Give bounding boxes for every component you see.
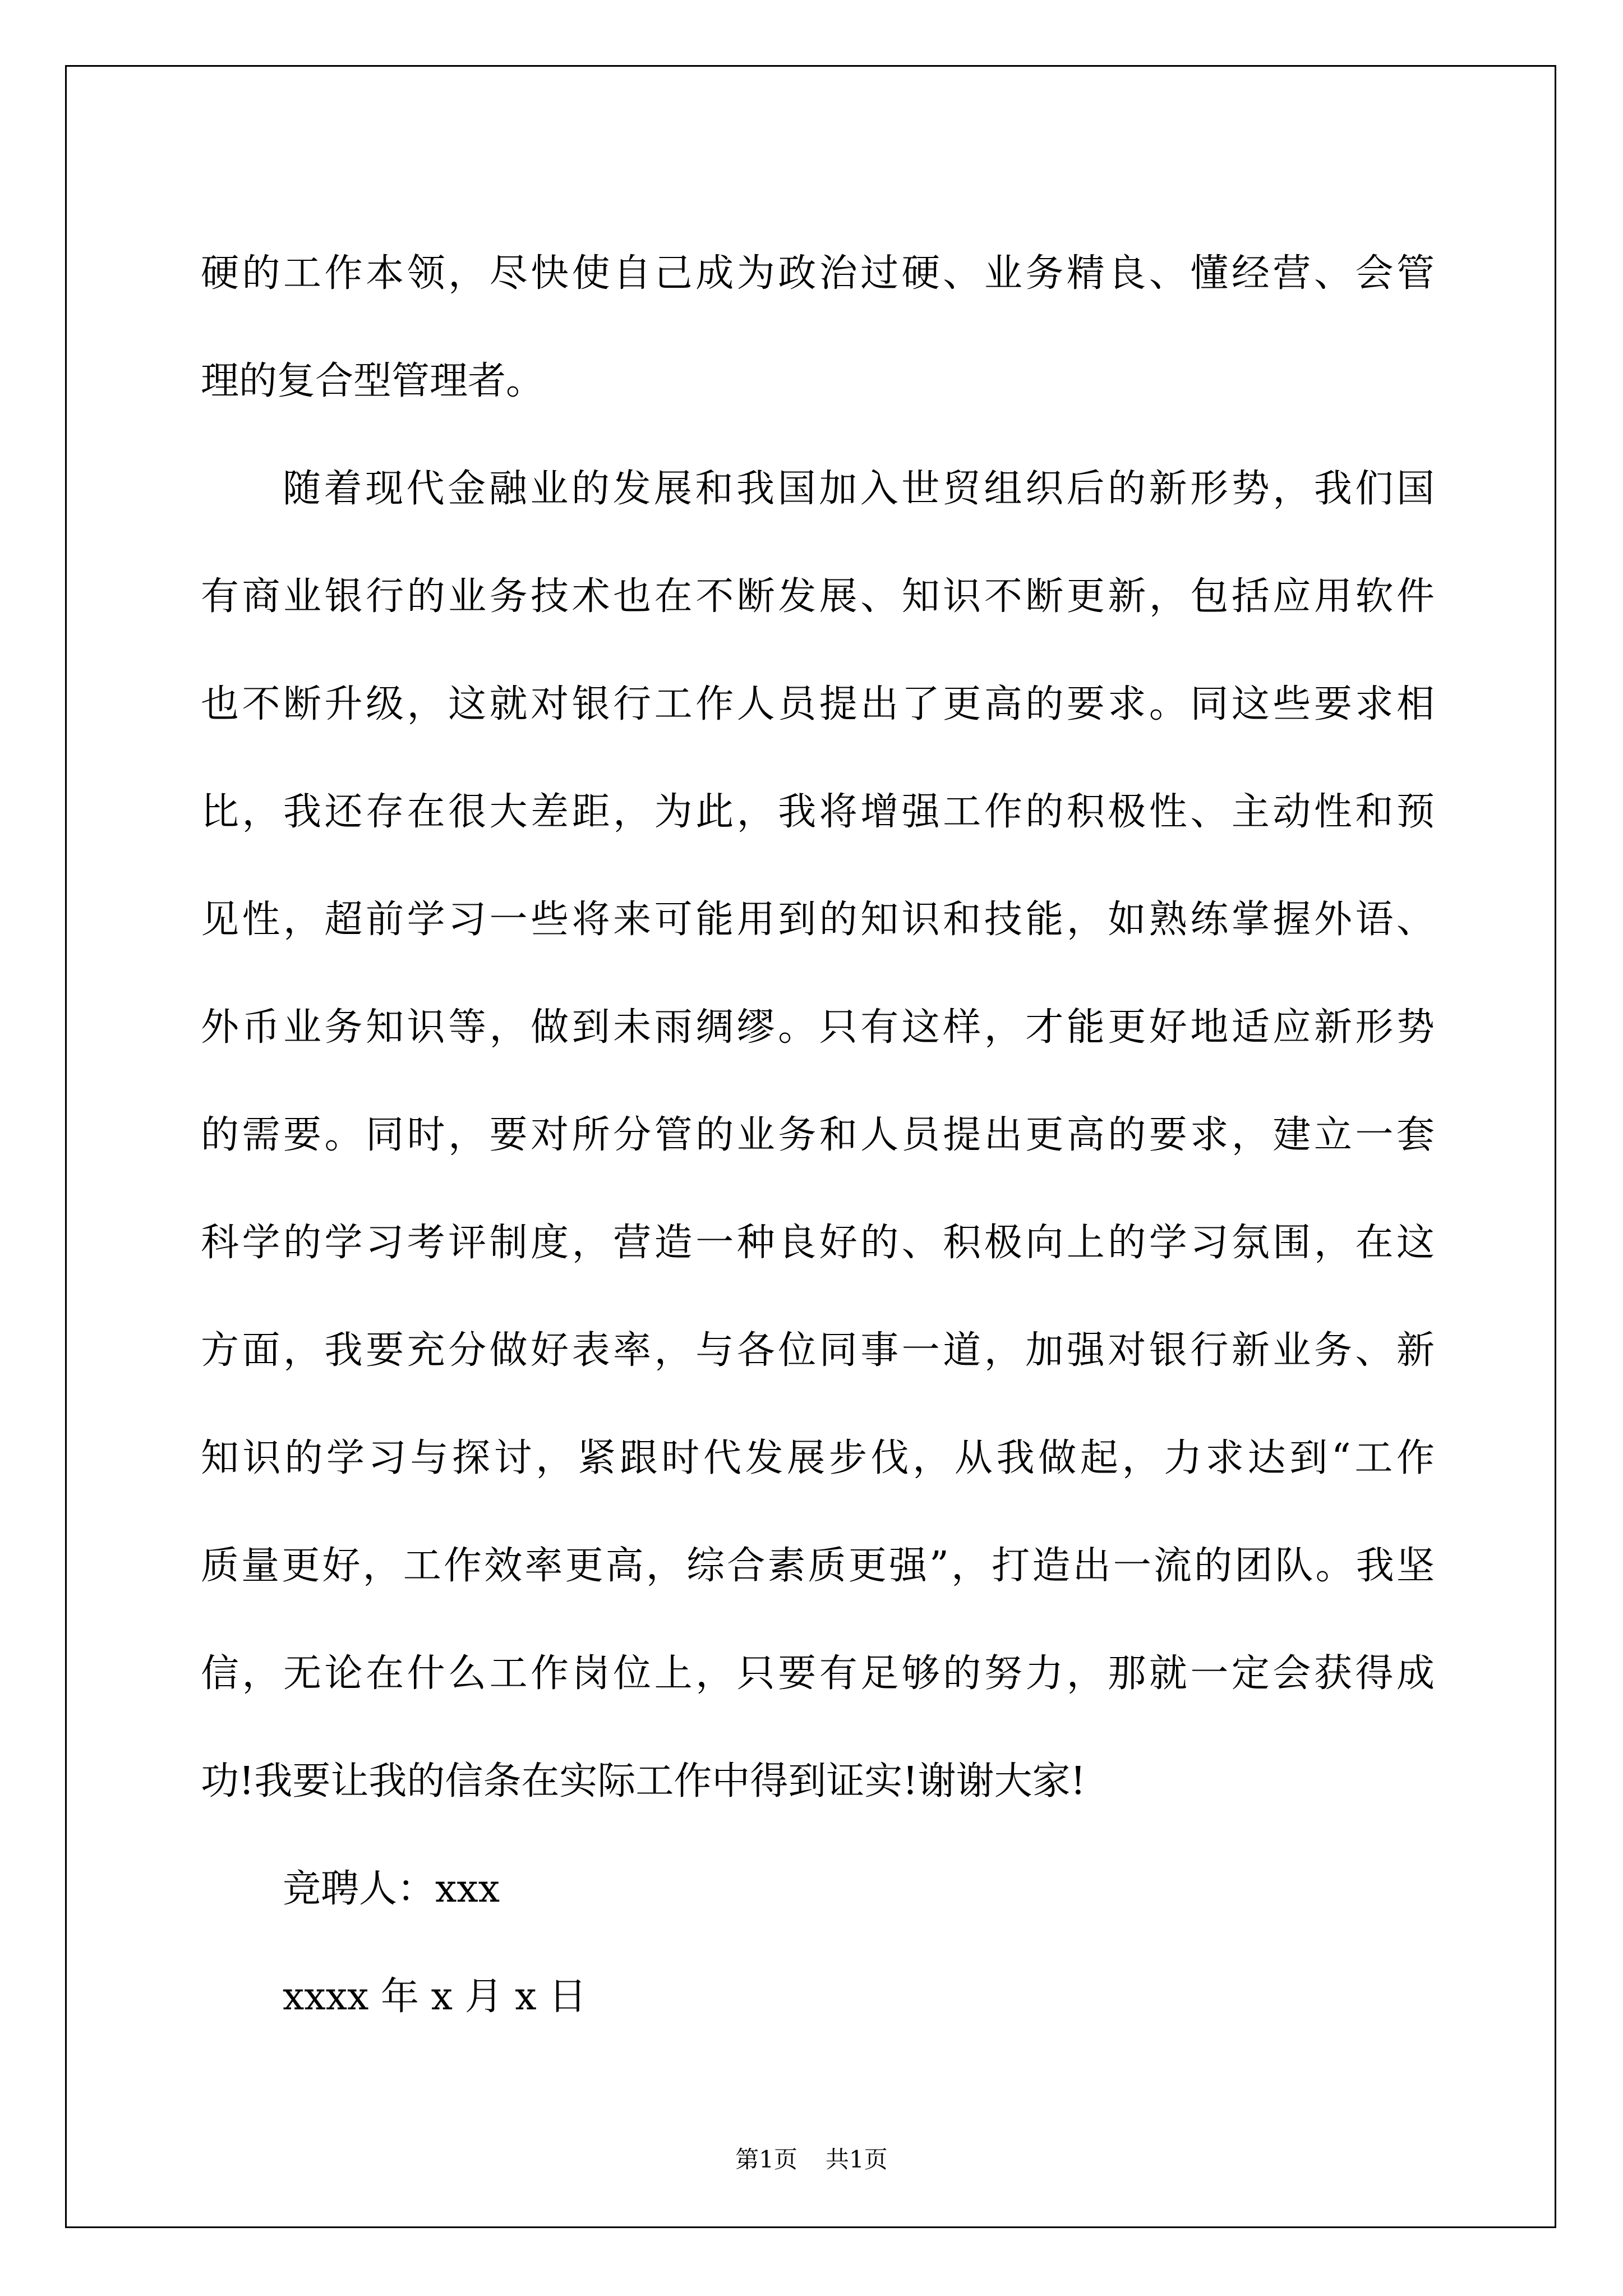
- paragraph-2-line-12: 信，无论在什么工作岗位上，只要有足够的努力，那就一定会获得成: [201, 1651, 1435, 1696]
- document-body: [201, 220, 1435, 2051]
- paragraph-2-line-1: 随着现代金融业的发展和我国加入世贸组织后的新形势，我们国: [283, 467, 1435, 511]
- paragraph-2-line-4: 比，我还存在很大差距，为此，我将增强工作的积极性、主动性和预: [201, 790, 1435, 834]
- paragraph-2-line-8: 科学的学习考评制度，营造一种良好的、积极向上的学习氛围，在这: [201, 1221, 1435, 1265]
- signature: 竞聘人：xxx: [283, 1867, 500, 1911]
- paragraph-1-line-1: 硬的工作本领，尽快使自己成为政治过硬、业务精良、懂经营、会管: [201, 251, 1435, 296]
- paragraph-2-line-2: 有商业银行的业务技术也在不断发展、知识不断更新，包括应用软件: [201, 574, 1435, 619]
- paragraph-2-line-5: 见性，超前学习一些将来可能用到的知识和技能，如熟练掌握外语、: [201, 898, 1435, 942]
- paragraph-1-line-2: 理的复合型管理者。: [201, 359, 545, 403]
- page-footer: [0, 2143, 1623, 2177]
- date: xxxx 年 x 月 x 日: [283, 1975, 587, 2019]
- page-number-total: 共1页: [826, 2146, 888, 2173]
- paragraph-2-line-11: 质量更好，工作效率更高，综合素质更强”，打造出一流的团队。我坚: [201, 1544, 1435, 1588]
- paragraph-2-line-6: 外币业务知识等，做到未雨绸缪。只有这样，才能更好地适应新形势: [201, 1005, 1435, 1050]
- paragraph-2-line-9: 方面，我要充分做好表率，与各位同事一道，加强对银行新业务、新: [201, 1328, 1435, 1373]
- paragraph-2-line-10: 知识的学习与探讨，紧跟时代发展步伐，从我做起，力求达到“工作: [201, 1436, 1435, 1480]
- paragraph-2-line-3: 也不断升级，这就对银行工作人员提出了更高的要求。同这些要求相: [201, 682, 1435, 726]
- page-number-current: 第1页: [735, 2146, 797, 2173]
- paragraph-2-line-7: 的需要。同时，要对所分管的业务和人员提出更高的要求，建立一套: [201, 1113, 1435, 1157]
- paragraph-2-line-13: 功!我要让我的信条在实际工作中得到证实!谢谢大家!: [201, 1759, 1086, 1803]
